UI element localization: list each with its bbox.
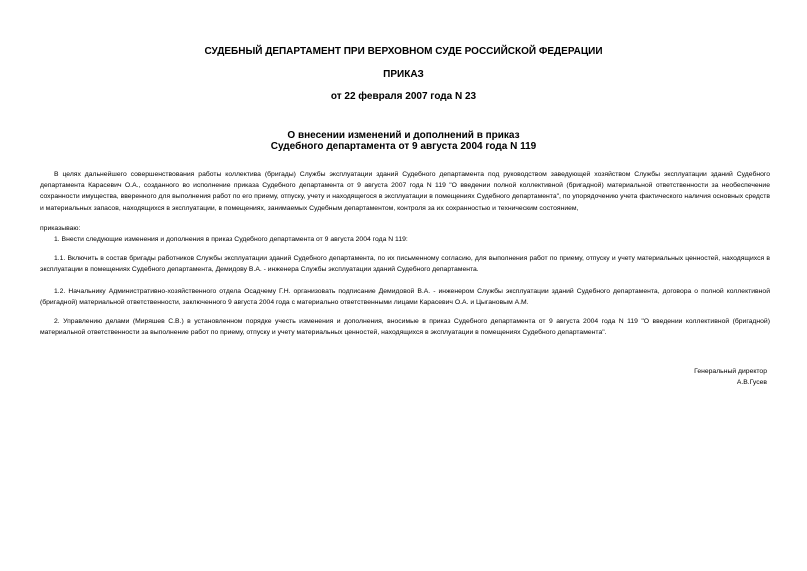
document-type-heading: ПРИКАЗ bbox=[383, 69, 424, 80]
document-title-line-2: Судебного департамента от 9 августа 2004 года N 119 bbox=[270, 141, 537, 152]
preamble-paragraph: В целях дальнейшего совершенствования работы коллектива (бригады) Службы эксплуатации зданий Судебного департамента под руководством заведующей хозяйством Службы эксплуатации зданий Судебного департамента Карасевич О.А., созданного во исполнение приказа Судебного департамента от 9 августа 2007 года N 119 "О введении полной коллективной (бригадной) материальной ответственности за необеспечение сохранности имущества, вверенного для выполнения работ по его приему, отпуску, учету и находящегося в эксплуатации в помещениях Судебного департамента", по упорядочению учета фактического наличия основных средств и материальных запасов, находящихся в эксплуатации, в помещениях, занимаемых Судебным департаментом, контроля за их сохранностью и техническим состоянием, bbox=[40, 171, 770, 212]
date-number-heading: от 22 февраля 2007 года N 23 bbox=[330, 91, 477, 102]
item-1-2-paragraph: 1.2. Начальнику Административно-хозяйственного отдела Осадчему Г.Н. организовать подписание Демидовой В.А. - инженером Службы эксплуатации зданий Судебного департамента, договора о полной коллективной (бригадной) материальной ответственности, заключенного 9 августа 2004 года с материально ответственными лицами Карасевич О.А. и Цыгановым А.М. bbox=[40, 288, 770, 307]
item-2-paragraph: 2. Управлению делами (Миряшев С.В.) в установленном порядке учесть изменения и дополнения, вносимые в приказ Судебного департамента от 9 августа 2004 года N 119 "О введении коллективной (бригадной) материальной ответственности за выполнение работ по приему, отпуску и учету материальных ценностей, находящихся в эксплуатации в помещениях Судебного департамента". bbox=[40, 318, 770, 337]
organization-heading: СУДЕБНЫЙ ДЕПАРТАМЕНТ ПРИ ВЕРХОВНОМ СУДЕ РОССИЙСКОЙ ФЕДЕРАЦИИ bbox=[204, 46, 603, 57]
document-title-line-1: О внесении изменений и дополнений в приказ bbox=[287, 130, 520, 141]
item-1-1-paragraph: 1.1. Включить в состав бригады работников Службы эксплуатации зданий Судебного департамента, по их письменному согласию, для выполнения работ по приему, отпуску и учету материальных ценностей, находящихся в эксплуатации в помещениях Судебного департамента, Демидову В.А. - инженера Службы эксплуатации зданий Судебного департамента. bbox=[40, 255, 770, 274]
item-1-paragraph: 1. Внести следующие изменения и дополнения в приказ Судебного департамента от 9 августа 2004 года N 119: bbox=[54, 236, 408, 243]
order-word: приказываю: bbox=[40, 225, 81, 232]
signatory-position: Генеральный директор bbox=[694, 368, 767, 375]
signatory-name: А.В.Гусев bbox=[736, 379, 767, 386]
signature-block bbox=[694, 366, 767, 388]
